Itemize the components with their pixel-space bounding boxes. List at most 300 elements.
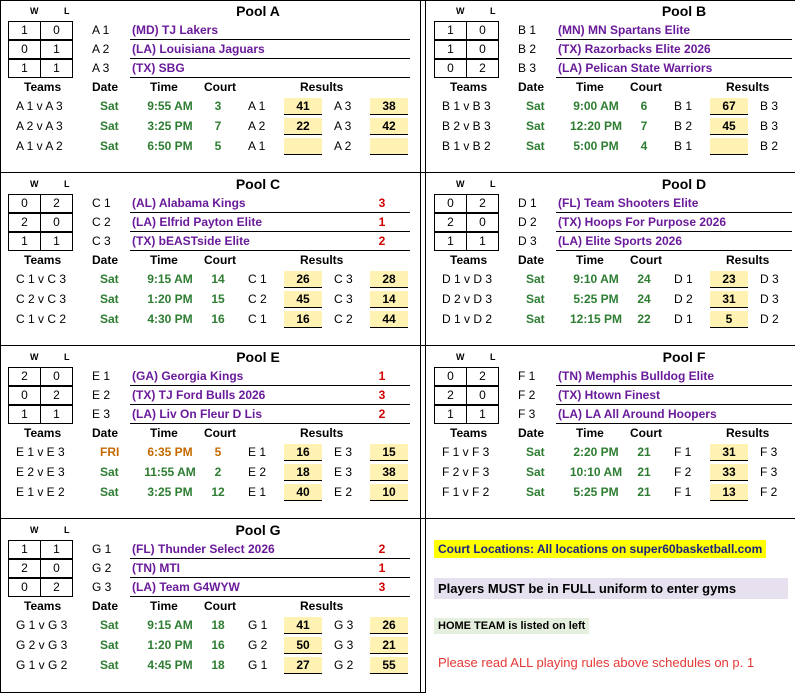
win-loss-record xyxy=(8,40,73,59)
team-name: (FL) Thunder Select 2026 xyxy=(132,542,275,556)
losses-header: L xyxy=(64,6,70,16)
game-court: 18 xyxy=(211,618,225,632)
standing-place: 3 xyxy=(378,388,386,402)
game-date: Sat xyxy=(526,465,545,479)
date-header: Date xyxy=(92,426,119,440)
game-matchup: G 1 v G 2 xyxy=(16,658,68,672)
win-loss-record xyxy=(434,386,499,405)
losses-header: L xyxy=(64,352,70,362)
losses-header: L xyxy=(64,179,70,189)
court-header: Court xyxy=(630,80,662,94)
team-underline xyxy=(130,404,410,405)
losses-header: L xyxy=(64,525,70,535)
game-time: 4:45 PM xyxy=(147,658,193,672)
result-team-1: A 1 xyxy=(248,99,266,113)
results-header: Results xyxy=(300,599,344,613)
result-team-1: B 1 xyxy=(674,139,693,153)
result-team-2: E 2 xyxy=(334,485,353,499)
game-court: 16 xyxy=(211,638,225,652)
game-date: Sat xyxy=(100,312,119,326)
win-loss-record xyxy=(8,578,73,597)
team-name: (FL) Team Shooters Elite xyxy=(558,196,699,210)
team-seed: C 2 xyxy=(92,215,111,229)
game-time: 4:30 PM xyxy=(147,312,193,326)
result-score-1: 13 xyxy=(710,484,748,501)
game-date: Sat xyxy=(100,465,119,479)
game-date: Sat xyxy=(100,618,119,632)
losses-value: 1 xyxy=(479,407,486,421)
team-underline xyxy=(130,596,410,597)
game-court: 5 xyxy=(214,445,222,459)
result-team-2: B 2 xyxy=(760,139,779,153)
game-court: 6 xyxy=(640,99,648,113)
teams-header: Teams xyxy=(24,426,62,440)
teams-header: Teams xyxy=(450,80,488,94)
losses-value: 2 xyxy=(479,61,486,75)
result-score-2: 21 xyxy=(370,637,408,654)
result-score-2: 44 xyxy=(370,311,408,328)
result-score-1 xyxy=(710,138,748,155)
wins-value: 0 xyxy=(447,61,454,75)
game-court: 7 xyxy=(640,119,648,133)
team-name: (TX) TJ Ford Bulls 2026 xyxy=(132,388,266,402)
wins-value: 1 xyxy=(447,23,454,37)
game-matchup: B 2 v B 3 xyxy=(442,119,491,133)
result-team-2: F 3 xyxy=(760,465,778,479)
pool-title: Pool C xyxy=(235,176,281,192)
result-team-2: F 3 xyxy=(760,445,778,459)
team-underline xyxy=(556,77,792,78)
time-header: Time xyxy=(150,599,178,613)
game-matchup: F 1 v F 2 xyxy=(442,485,490,499)
team-underline xyxy=(556,250,792,251)
result-score-1: 33 xyxy=(710,464,748,481)
pool-divider-line xyxy=(426,518,795,519)
wins-value: 0 xyxy=(21,42,28,56)
team-underline xyxy=(130,558,410,559)
team-name: (AL) Alabama Kings xyxy=(132,196,246,210)
result-team-1: B 1 xyxy=(674,99,693,113)
result-score-2: 38 xyxy=(370,464,408,481)
pool-title: Pool F xyxy=(662,349,706,365)
team-seed: G 2 xyxy=(92,561,112,575)
result-team-2: D 2 xyxy=(760,312,779,326)
losses-value: 1 xyxy=(53,42,60,56)
wins-value: 1 xyxy=(447,42,454,56)
team-underline xyxy=(556,231,792,232)
game-date: Sat xyxy=(526,119,545,133)
result-score-1: 16 xyxy=(284,311,322,328)
losses-header: L xyxy=(490,352,496,362)
game-date: Sat xyxy=(100,638,119,652)
result-team-2: B 3 xyxy=(760,99,779,113)
game-time: 1:20 PM xyxy=(147,638,193,652)
result-team-1: C 1 xyxy=(248,272,267,286)
outer-bottom-border xyxy=(0,692,426,693)
result-score-1: 31 xyxy=(710,291,748,308)
result-score-1: 41 xyxy=(284,617,322,634)
team-seed: E 2 xyxy=(92,388,111,402)
game-date: Sat xyxy=(100,99,119,113)
losses-value: 0 xyxy=(53,561,60,575)
result-team-2: C 3 xyxy=(334,272,353,286)
wins-value: 2 xyxy=(21,561,28,575)
team-underline xyxy=(130,212,410,213)
game-matchup: A 1 v A 3 xyxy=(16,99,63,113)
game-time: 9:15 AM xyxy=(147,618,193,632)
result-team-1: G 1 xyxy=(248,658,268,672)
standing-place: 1 xyxy=(378,215,386,229)
game-court: 21 xyxy=(637,485,651,499)
game-court: 16 xyxy=(211,312,225,326)
team-name: (LA) Team G4WYW xyxy=(132,580,240,594)
team-seed: B 2 xyxy=(518,42,537,56)
game-time: 2:20 PM xyxy=(573,445,619,459)
game-date: Sat xyxy=(100,119,119,133)
wins-value: 2 xyxy=(447,388,454,402)
game-court: 21 xyxy=(637,445,651,459)
result-score-1 xyxy=(284,138,322,155)
team-name: (LA) Elite Sports 2026 xyxy=(558,234,683,248)
team-underline xyxy=(130,231,410,232)
wins-value: 2 xyxy=(447,215,454,229)
game-matchup: A 1 v A 2 xyxy=(16,139,63,153)
team-underline xyxy=(130,250,410,251)
standing-place: 3 xyxy=(378,196,386,210)
results-header: Results xyxy=(300,426,344,440)
date-header: Date xyxy=(92,253,119,267)
rules-note: Please read ALL playing rules above schedules on p. 1 xyxy=(438,655,755,670)
losses-header: L xyxy=(490,179,496,189)
game-time: 3:25 PM xyxy=(147,119,193,133)
home-team-note: HOME TEAM is listed on left xyxy=(434,618,589,634)
game-matchup: E 2 v E 3 xyxy=(16,465,65,479)
game-time: 11:55 AM xyxy=(144,465,196,479)
wins-header: W xyxy=(30,352,39,362)
game-court: 12 xyxy=(211,485,225,499)
losses-value: 0 xyxy=(53,369,60,383)
team-name: (TX) Razorbacks Elite 2026 xyxy=(558,42,711,56)
wins-value: 1 xyxy=(21,234,28,248)
team-seed: G 1 xyxy=(92,542,112,556)
game-matchup: E 1 v E 3 xyxy=(16,445,65,459)
result-score-1: 50 xyxy=(284,637,322,654)
team-seed: C 1 xyxy=(92,196,111,210)
result-score-1: 27 xyxy=(284,657,322,674)
result-team-2: E 3 xyxy=(334,465,353,479)
game-court: 7 xyxy=(214,119,222,133)
results-header: Results xyxy=(300,253,344,267)
game-time: 12:20 PM xyxy=(569,119,623,133)
court-locations-note: Court Locations: All locations on super60basketball.com xyxy=(434,540,766,558)
game-matchup: D 2 v D 3 xyxy=(442,292,493,306)
game-matchup: D 1 v D 3 xyxy=(442,272,493,286)
losses-value: 0 xyxy=(479,23,486,37)
team-underline xyxy=(556,385,792,386)
result-team-1: E 1 xyxy=(248,445,267,459)
result-team-1: F 1 xyxy=(674,445,692,459)
game-date: Sat xyxy=(100,658,119,672)
date-header: Date xyxy=(518,426,545,440)
wins-header: W xyxy=(456,179,465,189)
result-team-1: B 2 xyxy=(674,119,693,133)
court-header: Court xyxy=(204,253,236,267)
game-time: 1:20 PM xyxy=(147,292,193,306)
game-time: 9:00 AM xyxy=(573,99,619,113)
team-name: (TX) SBG xyxy=(132,61,185,75)
result-score-2: 14 xyxy=(370,291,408,308)
result-score-1: 18 xyxy=(284,464,322,481)
team-seed: B 3 xyxy=(518,61,537,75)
result-team-1: E 2 xyxy=(248,465,267,479)
team-underline xyxy=(130,423,410,424)
win-loss-record xyxy=(434,405,499,424)
date-header: Date xyxy=(518,253,545,267)
result-score-2: 38 xyxy=(370,98,408,115)
game-matchup: F 2 v F 3 xyxy=(442,465,490,479)
date-header: Date xyxy=(92,80,119,94)
team-name: (LA) Liv On Fleur D Lis xyxy=(132,407,263,421)
win-loss-record xyxy=(8,213,73,232)
game-court: 15 xyxy=(211,292,225,306)
game-date: Sat xyxy=(100,272,119,286)
game-date: Sat xyxy=(526,99,545,113)
standing-place: 2 xyxy=(378,407,386,421)
result-team-2: A 3 xyxy=(334,99,352,113)
game-date: Sat xyxy=(526,485,545,499)
teams-header: Teams xyxy=(450,426,488,440)
team-underline xyxy=(556,58,792,59)
win-loss-record xyxy=(434,194,499,213)
court-header: Court xyxy=(204,80,236,94)
result-score-1: 67 xyxy=(710,98,748,115)
team-underline xyxy=(130,77,410,78)
teams-header: Teams xyxy=(24,599,62,613)
wins-value: 0 xyxy=(447,196,454,210)
result-team-1: D 1 xyxy=(674,312,693,326)
result-score-1: 45 xyxy=(710,118,748,135)
date-header: Date xyxy=(92,599,119,613)
game-matchup: G 2 v G 3 xyxy=(16,638,68,652)
result-score-2 xyxy=(370,138,408,155)
game-date: Sat xyxy=(100,485,119,499)
team-seed: E 1 xyxy=(92,369,111,383)
losses-header: L xyxy=(490,6,496,16)
team-name: (LA) Louisiana Jaguars xyxy=(132,42,265,56)
result-score-1: 16 xyxy=(284,444,322,461)
team-name: (GA) Georgia Kings xyxy=(132,369,244,383)
result-team-1: G 2 xyxy=(248,638,268,652)
team-seed: C 3 xyxy=(92,234,111,248)
losses-value: 0 xyxy=(53,215,60,229)
teams-header: Teams xyxy=(24,253,62,267)
wins-value: 0 xyxy=(21,388,28,402)
game-court: 21 xyxy=(637,465,651,479)
team-seed: A 2 xyxy=(92,42,110,56)
game-time: 12:15 PM xyxy=(569,312,623,326)
win-loss-record xyxy=(434,40,499,59)
result-score-1: 22 xyxy=(284,118,322,135)
team-name: (TN) Memphis Bulldog Elite xyxy=(558,369,714,383)
game-date: Sat xyxy=(100,139,119,153)
game-matchup: F 1 v F 3 xyxy=(442,445,490,459)
wins-value: 1 xyxy=(447,234,454,248)
wins-value: 2 xyxy=(21,369,28,383)
result-score-2: 42 xyxy=(370,118,408,135)
result-score-1: 31 xyxy=(710,444,748,461)
team-underline xyxy=(556,404,792,405)
team-name: (TX) Hoops For Purpose 2026 xyxy=(558,215,727,229)
losses-value: 0 xyxy=(479,42,486,56)
team-name: (TX) bEASTside Elite xyxy=(132,234,250,248)
result-score-1: 26 xyxy=(284,271,322,288)
team-underline xyxy=(130,385,410,386)
game-time: 9:10 AM xyxy=(573,272,619,286)
game-time: 3:25 PM xyxy=(147,485,193,499)
game-time: 6:35 PM xyxy=(147,445,193,459)
result-score-2: 28 xyxy=(370,271,408,288)
win-loss-record xyxy=(8,367,73,386)
team-name: (MN) MN Spartans Elite xyxy=(558,23,691,37)
left-border xyxy=(0,0,1,693)
losses-value: 0 xyxy=(479,388,486,402)
win-loss-record xyxy=(8,194,73,213)
losses-value: 2 xyxy=(53,196,60,210)
game-matchup: C 1 v C 2 xyxy=(16,312,67,326)
teams-header: Teams xyxy=(450,253,488,267)
win-loss-record xyxy=(8,559,73,578)
win-loss-record xyxy=(434,21,499,40)
result-team-1: E 1 xyxy=(248,485,267,499)
teams-header: Teams xyxy=(24,80,62,94)
game-court: 5 xyxy=(214,139,222,153)
game-court: 3 xyxy=(214,99,222,113)
result-team-1: F 2 xyxy=(674,465,692,479)
game-time: 6:50 PM xyxy=(147,139,193,153)
wins-header: W xyxy=(30,6,39,16)
team-name: (TX) Htown Finest xyxy=(558,388,660,402)
result-team-1: A 2 xyxy=(248,119,266,133)
pool-title: Pool A xyxy=(236,3,280,19)
time-header: Time xyxy=(576,426,604,440)
team-seed: G 3 xyxy=(92,580,112,594)
wins-header: W xyxy=(30,179,39,189)
team-seed: A 3 xyxy=(92,61,110,75)
wins-value: 1 xyxy=(21,23,28,37)
team-name: (LA) LA All Around Hoopers xyxy=(558,407,717,421)
win-loss-record xyxy=(434,59,499,78)
game-matchup: D 1 v D 2 xyxy=(442,312,493,326)
court-header: Court xyxy=(204,599,236,613)
game-matchup: A 2 v A 3 xyxy=(16,119,63,133)
losses-value: 2 xyxy=(479,196,486,210)
team-seed: E 3 xyxy=(92,407,111,421)
team-underline xyxy=(130,577,410,578)
win-loss-record xyxy=(8,21,73,40)
win-loss-record xyxy=(8,386,73,405)
result-team-1: C 1 xyxy=(248,312,267,326)
team-underline xyxy=(130,58,410,59)
game-court: 18 xyxy=(211,658,225,672)
result-team-2: G 3 xyxy=(334,618,354,632)
game-time: 5:00 PM xyxy=(573,139,619,153)
win-loss-record xyxy=(434,232,499,251)
result-team-2: C 3 xyxy=(334,292,353,306)
results-header: Results xyxy=(300,80,344,94)
result-team-2: D 3 xyxy=(760,272,779,286)
time-header: Time xyxy=(150,426,178,440)
losses-value: 0 xyxy=(479,215,486,229)
team-seed: F 2 xyxy=(518,388,536,402)
team-name: (LA) Elfrid Payton Elite xyxy=(132,215,263,229)
win-loss-record xyxy=(434,367,499,386)
result-team-1: G 1 xyxy=(248,618,268,632)
game-court: 22 xyxy=(637,312,651,326)
game-date: FRI xyxy=(100,445,120,459)
game-date: Sat xyxy=(526,272,545,286)
losses-value: 1 xyxy=(53,234,60,248)
game-date: Sat xyxy=(526,292,545,306)
game-date: Sat xyxy=(526,139,545,153)
time-header: Time xyxy=(576,253,604,267)
team-name: (LA) Pelican State Warriors xyxy=(558,61,713,75)
result-team-2: C 2 xyxy=(334,312,353,326)
game-date: Sat xyxy=(100,292,119,306)
wins-value: 0 xyxy=(447,369,454,383)
game-court: 24 xyxy=(637,292,651,306)
standing-place: 2 xyxy=(378,542,386,556)
pool-title: Pool G xyxy=(235,522,281,538)
result-score-2: 15 xyxy=(370,444,408,461)
team-underline xyxy=(556,212,792,213)
result-team-2: E 3 xyxy=(334,445,353,459)
team-seed: F 1 xyxy=(518,369,536,383)
results-header: Results xyxy=(726,253,770,267)
result-team-1: C 2 xyxy=(248,292,267,306)
game-time: 9:15 AM xyxy=(147,272,193,286)
game-time: 5:25 PM xyxy=(573,292,619,306)
standing-place: 3 xyxy=(378,580,386,594)
game-court: 14 xyxy=(211,272,225,286)
court-header: Court xyxy=(630,253,662,267)
result-team-2: A 2 xyxy=(334,139,352,153)
game-matchup: C 1 v C 3 xyxy=(16,272,67,286)
result-team-2: B 3 xyxy=(760,119,779,133)
team-seed: A 1 xyxy=(92,23,110,37)
team-seed: D 3 xyxy=(518,234,537,248)
results-header: Results xyxy=(726,80,770,94)
game-court: 4 xyxy=(640,139,648,153)
win-loss-record xyxy=(8,540,73,559)
court-header: Court xyxy=(204,426,236,440)
result-score-2: 26 xyxy=(370,617,408,634)
date-header: Date xyxy=(518,80,545,94)
result-score-1: 45 xyxy=(284,291,322,308)
team-underline xyxy=(556,423,792,424)
losses-value: 1 xyxy=(53,407,60,421)
win-loss-record xyxy=(434,213,499,232)
time-header: Time xyxy=(150,253,178,267)
game-court: 24 xyxy=(637,272,651,286)
losses-value: 1 xyxy=(479,234,486,248)
wins-value: 1 xyxy=(21,407,28,421)
outer-top-border xyxy=(0,0,795,1)
result-team-1: D 2 xyxy=(674,292,693,306)
result-team-2: G 3 xyxy=(334,638,354,652)
wins-header: W xyxy=(30,525,39,535)
result-score-1: 40 xyxy=(284,484,322,501)
result-team-1: D 1 xyxy=(674,272,693,286)
